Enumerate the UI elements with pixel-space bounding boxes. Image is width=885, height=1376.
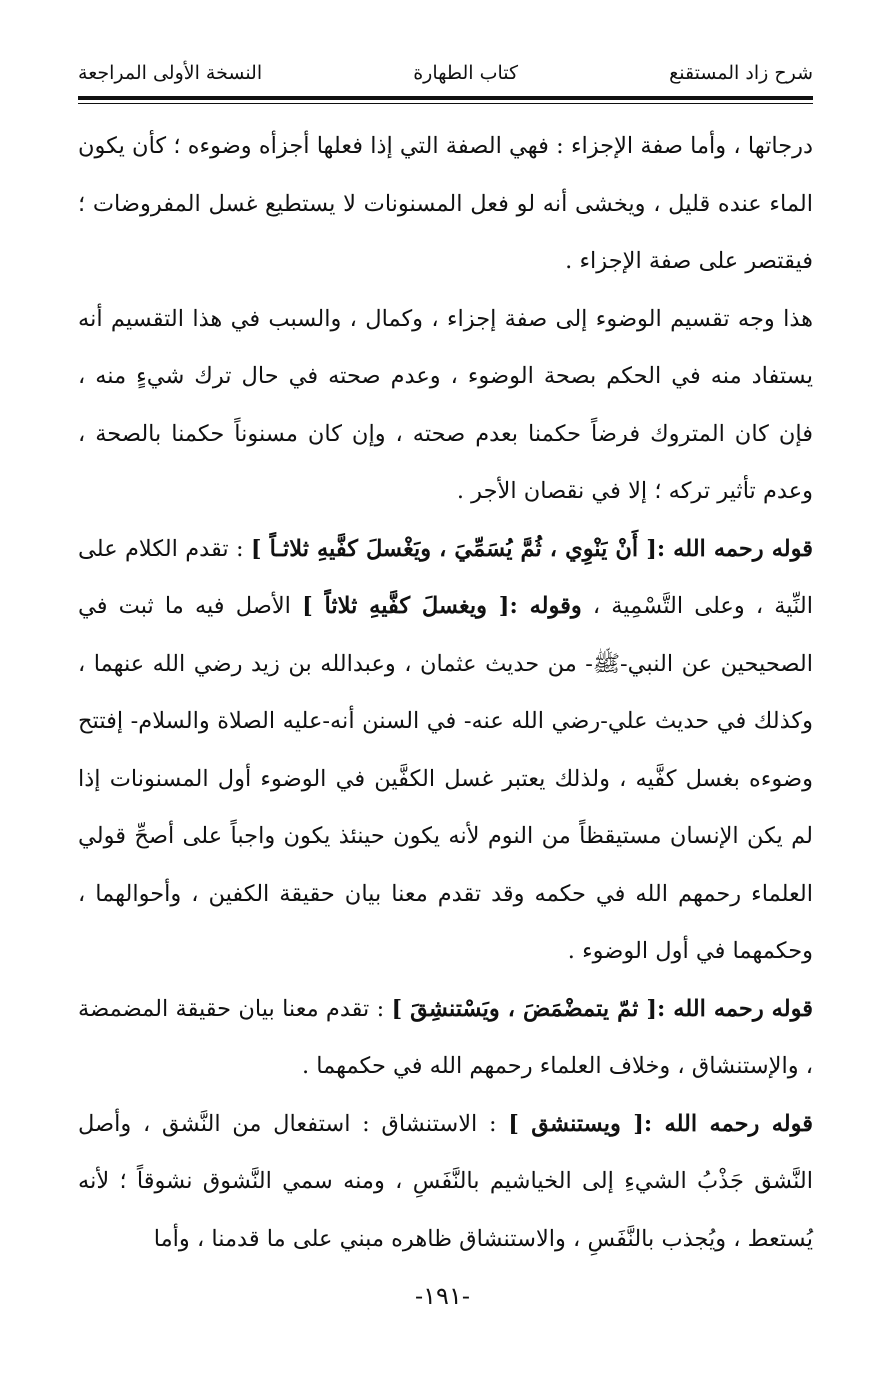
quoted-matn: وقوله :[ ويغسلَ كفَّيهِ ثلاثاً ] bbox=[302, 593, 582, 619]
paragraph bbox=[78, 981, 813, 1096]
paragraph-text: درجاتها ، وأما صفة الإجزاء : فهي الصفة التي إذا فعلها أجزأه وضوءه ؛ كأن يكون الماء عنده قليل ، ويخشى أنه لو فعل المسنونات لا يستطيع غسل المفروضات ؛ فيقتصر على صفة الإجزاء . bbox=[78, 133, 813, 274]
header-edition-note: النسخة الأولى المراجعة bbox=[78, 62, 263, 84]
paragraph bbox=[78, 1096, 813, 1269]
paragraph bbox=[78, 291, 813, 521]
header-rule-thin bbox=[78, 103, 813, 104]
quoted-matn: قوله رحمه الله :[ ويستنشق ] bbox=[508, 1110, 814, 1137]
quoted-matn: قوله رحمه الله :[ ثمّ يتمضْمَضَ ، ويَسْتنشِقَ ] bbox=[391, 995, 813, 1022]
header-rule-thick bbox=[78, 96, 813, 100]
paragraph-text: هذا وجه تقسيم الوضوء إلى صفة إجزاء ، وكمال ، والسبب في هذا التقسيم أنه يستفاد منه في الحكم بصحة الوضوء ، وعدم صحته في حال ترك شيءٍ منه ، فإن كان المتروك فرضاً حكمنا بعدم صحته ، وإن كان مسنوناً حكمنا بالصحة ، وعدم تأثير تركه ؛ إلا في نقصان الأجر . bbox=[78, 305, 813, 504]
paragraph-text: الأصل فيه ما ثبت في الصحيحين عن النبي-ﷺ- من حديث عثمان ، وعبدالله بن زيد رضي الله عنهما ، وكذلك في حديث علي-رضي الله عنه- في السنن أنه-عليه الصلاة والسلام- إفتتح وضوءه بغسل كفَّيه ، ولذلك يعتبر غسل الكفَّين في الوضوء أول المسنونات إذا لم يكن الإنسان مستيقظاً من النوم لأنه يكون حينئذ يكون واجباً على أصحِّ قولي العلماء رحمهم الله في حكمه وقد تقدم معنا بيان حقيقة الكفين ، وأحوالهما ، وحكمهما في أول الوضوء . bbox=[78, 593, 813, 964]
paragraph bbox=[78, 521, 813, 981]
header-chapter-title: كتاب الطهارة bbox=[413, 62, 519, 84]
paragraph bbox=[78, 118, 813, 291]
quoted-matn: قوله رحمه الله :[ أَنْ يَنْوِي ، ثُمَّ يُسَمِّيَ ، ويَغْسلَ كفَّيهِ ثلاثـاً ] bbox=[250, 535, 814, 562]
page-number: -١٩١- bbox=[415, 1282, 470, 1310]
header-book-title: شرح زاد المستقنع bbox=[669, 62, 813, 84]
paragraph-text: : تقدم معنا بيان حقيقة المضمضة ، والإستنشاق ، وخلاف العلماء رحمهم الله في حكمهما . bbox=[78, 995, 813, 1079]
body-text bbox=[78, 118, 813, 1268]
page-header bbox=[78, 56, 813, 90]
paragraph-text: : الاستنشاق : استفعال من النَّشق ، وأصل النَّشق جَذْبُ الشيءِ إلى الخياشيم بالنَّفَسِ ، ومنه سمي النَّشوق نشوقاً ؛ لأنه يُستعط ، ويُجذب بالنَّفَسِ ، والاستنشاق ظاهره مبني على ما قدمنا ، وأما bbox=[78, 1110, 813, 1252]
paragraph-text: : تقدم الكلام على النِّية ، وعلى التَّسْمِية ، bbox=[78, 535, 813, 619]
